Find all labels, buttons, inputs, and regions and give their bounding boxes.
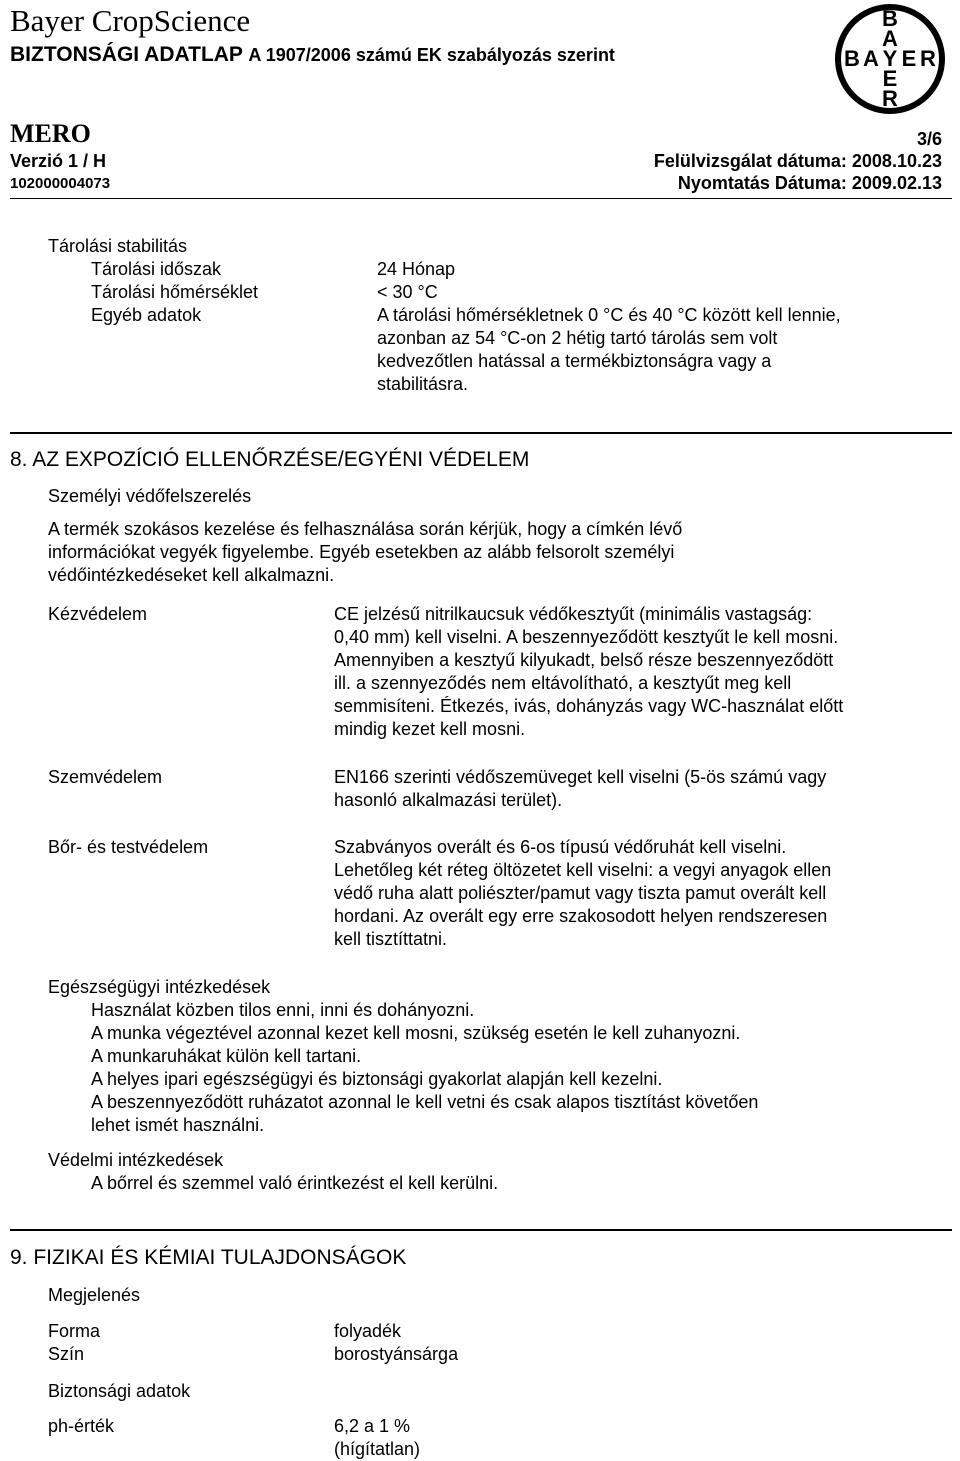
- color-label: Szín: [48, 1344, 85, 1364]
- logo-letter-a: A: [882, 26, 898, 51]
- ppe-heading: Személyi védőfelszerelés: [48, 486, 252, 506]
- document-number: 102000004073: [10, 175, 111, 192]
- section8-title: 8. AZ EXPOZÍCIÓ ELLENŐRZÉSE/EGYÉNI VÉDELEM: [10, 448, 530, 471]
- form-value: folyadék: [334, 1321, 402, 1341]
- logo-letter-y: Y: [882, 46, 898, 71]
- version-label: Verzió 1 / H: [10, 151, 107, 171]
- hygiene-heading: Egészségügyi intézkedések: [48, 977, 271, 997]
- skin-protection-line: hordani. Az overált egy erre szakosodott helyen rendszeresen: [334, 906, 828, 926]
- storage-other-line: kedvezőtlen hatással a termékbiztonságra vagy a: [377, 351, 772, 371]
- logo-letter-r: R: [882, 86, 898, 111]
- safety-data-heading: Biztonsági adatok: [48, 1381, 191, 1401]
- skin-protection-line: védő ruha alatt poliészter/pamut vagy tiszta pamut overált kell: [334, 883, 827, 903]
- logo-word-right: R: [920, 46, 936, 71]
- sds-title: [10, 43, 615, 67]
- storage-period-label: Tárolási időszak: [91, 259, 222, 279]
- hand-protection-text: [334, 603, 843, 741]
- storage-period-value: 24 Hónap: [377, 259, 456, 279]
- company-name: Bayer CropScience: [10, 3, 251, 38]
- storage-other-line: stabilitásra.: [377, 374, 469, 394]
- hand-protection-line: CE jelzésű nitrilkaucsuk védőkesztyűt (minimális vastagság:: [334, 604, 813, 624]
- skin-protection-label: Bőr- és testvédelem: [48, 837, 209, 857]
- header-rule: [10, 198, 952, 199]
- skin-protection-text: [334, 836, 831, 951]
- hand-protection-line: mindig kezet kell mosni.: [334, 719, 526, 739]
- hand-protection-line: ill. a szennyeződés nem eltávolítható, a kesztyűt meg kell: [334, 673, 792, 693]
- product-name: MERO: [10, 119, 91, 148]
- skin-protection-line: kell tisztíttatni.: [334, 929, 448, 949]
- ppe-intro-line: védőintézkedéseket kell alkalmazni.: [48, 565, 335, 585]
- hygiene-line: Használat közben tilos enni, inni és dohányozni.: [91, 1000, 475, 1020]
- sds-regulation: A 1907/2006 számú EK szabályozás szerint: [248, 45, 615, 65]
- revision-date: Felülvizsgálat dátuma: 2008.10.23: [653, 151, 942, 171]
- eye-protection-label: Szemvédelem: [48, 767, 163, 787]
- ppe-intro-line: A termék szokásos kezelése és felhasználása során kérjük, hogy a címkén lévő: [48, 519, 683, 539]
- hygiene-line: lehet ismét használni.: [91, 1115, 265, 1135]
- storage-temp-label: Tárolási hőmérséklet: [91, 282, 259, 302]
- section8-rule: [10, 432, 952, 434]
- ph-label: ph-érték: [48, 1416, 115, 1436]
- ppe-intro-line: információkat vegyék figyelembe. Egyéb esetekben az alább felsorolt személyi: [48, 542, 675, 562]
- color-value: borostyánsárga: [334, 1344, 459, 1364]
- logo-word-mid-a: A: [863, 46, 879, 71]
- eye-protection-line: hasonló alkalmazási terület).: [334, 790, 563, 810]
- form-label: Forma: [48, 1321, 101, 1341]
- bayer-cross-logo: [833, 2, 947, 116]
- logo-word-mid-e: E: [901, 46, 917, 71]
- logo-word-left: B: [844, 46, 860, 71]
- skin-protection-line: Szabványos overált és 6-os típusú védőruhát kell viselni.: [334, 837, 787, 857]
- storage-heading: Tárolási stabilitás: [48, 236, 188, 256]
- page-number: 3/6: [916, 129, 942, 149]
- storage-other-text: [377, 304, 841, 396]
- logo-letter-e: E: [882, 66, 898, 91]
- storage-temp-value: < 30 °C: [377, 282, 438, 302]
- hygiene-line: A helyes ipari egészségügyi és biztonsági gyakorlat alapján kell kezelni.: [91, 1069, 663, 1089]
- hand-protection-label: Kézvédelem: [48, 604, 148, 624]
- skin-protection-line: Lehetőleg két réteg öltözetet kell viselni: a vegyi anyagok ellen: [334, 860, 832, 880]
- hygiene-line: A munka végeztével azonnal kezet kell mosni, szükség esetén le kell zuhanyozni.: [91, 1023, 741, 1043]
- protective-text: [91, 1172, 498, 1195]
- ppe-intro: [48, 518, 682, 587]
- storage-other-line: azonban az 54 °C-on 2 hétig tartó tárolás sem volt: [377, 328, 778, 348]
- section9-rule: [10, 1229, 952, 1231]
- hand-protection-line: Amennyiben a kesztyű kilyukadt, belső része beszennyeződött: [334, 650, 834, 670]
- appearance-heading: Megjelenés: [48, 1285, 141, 1305]
- section9-title: 9. FIZIKAI ÉS KÉMIAI TULAJDONSÁGOK: [10, 1246, 407, 1269]
- protective-line: A bőrrel és szemmel való érintkezést el kell kerülni.: [91, 1173, 499, 1193]
- hygiene-line: A munkaruhákat külön kell tartani.: [91, 1046, 362, 1066]
- ph-note: (hígítatlan): [334, 1439, 421, 1459]
- eye-protection-text: [334, 766, 826, 812]
- hygiene-text: [91, 999, 758, 1137]
- eye-protection-line: EN166 szerinti védőszemüveget kell viselni (5-ös számú vagy: [334, 767, 827, 787]
- hand-protection-line: 0,40 mm) kell viselni. A beszennyeződött kesztyűt le kell mosni.: [334, 627, 839, 647]
- storage-other-label: Egyéb adatok: [91, 305, 202, 325]
- protective-heading: Védelmi intézkedések: [48, 1150, 224, 1170]
- ph-value: 6,2 a 1 %: [334, 1416, 411, 1436]
- storage-other-line: A tárolási hőmérsékletnek 0 °C és 40 °C között kell lennie,: [377, 305, 841, 325]
- print-date: Nyomtatás Dátuma: 2009.02.13: [677, 173, 942, 193]
- hygiene-line: A beszennyeződött ruházatot azonnal le kell vetni és csak alapos tisztítást követően: [91, 1092, 759, 1112]
- logo-letter-b: B: [882, 6, 898, 31]
- hand-protection-line: semmisíteni. Étkezés, ivás, dohányzás vagy WC-használat előtt: [334, 696, 844, 716]
- sds-title-main: BIZTONSÁGI ADATLAP: [10, 43, 243, 66]
